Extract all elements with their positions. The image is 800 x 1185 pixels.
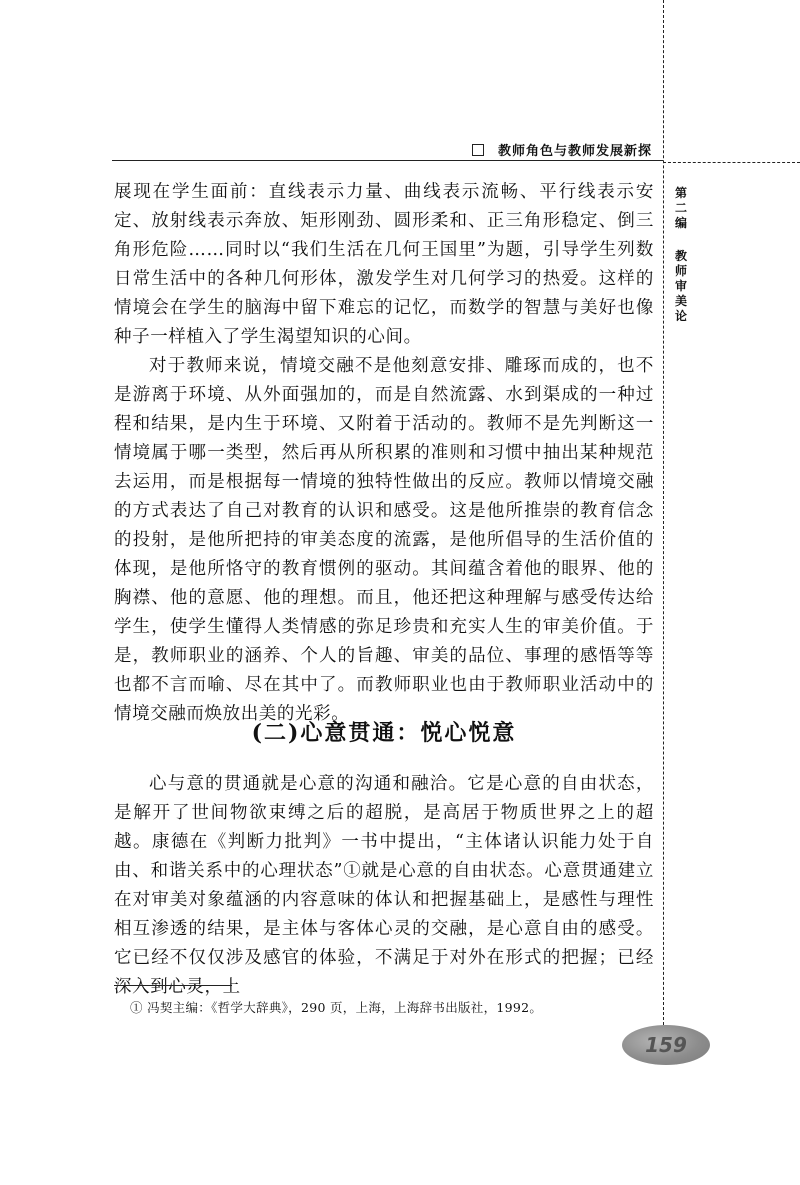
side-section-label <box>672 186 690 324</box>
page-number-badge <box>622 1025 710 1065</box>
side-label-name: 教师审美论 <box>674 249 687 323</box>
section-heading: (二)心意贯通：悦心悦意 <box>251 720 517 746</box>
body-text-lower <box>114 770 654 1002</box>
paragraph: 对于教师来说，情境交融不是他刻意安排、雕琢而成的，也不是游离于环境、从外面强加的，而是自然流露、水到渠成的一种过程和结果，是内生于环境、又附着于活动的。教师不是先判断这一情境属于哪一类型，然后再从所积累的准则和习惯中抽出某种规范去运用，而是根据每一情境的独特性做出的反应。教师以情境交融的方式表达了自己对教育的认识和感受。这是他所推崇的教育信念的投射，是他所把持的审美态度的流露，是他所倡导的生活价值的体现，是他所恪守的教育惯例的驱动。其间蕴含着他的眼界、他的胸襟、他的意愿、他的理想。而且，他还把这种理解与感受传达给学生，使学生懂得人类情感的弥足珍贵和充实人生的审美价值。于是，教师职业的涵养、个人的旨趣、审美的品位、事理的感悟等等也都不言而喻、尽在其中了。而教师职业也由于教师职业活动中的情境交融而焕放出美的光彩。 <box>114 356 654 724</box>
side-label-part: 第二编 <box>674 186 687 230</box>
margin-dashed-vertical-line <box>663 0 664 1030</box>
running-header <box>472 140 652 159</box>
footnote-rule <box>114 985 232 986</box>
footnote: ① 冯契主编：《哲学大辞典》，290 页，上海，上海辞书出版社，1992。 <box>130 1000 543 1015</box>
body-text-upper <box>114 178 654 729</box>
paragraph: 展现在学生面前：直线表示力量、曲线表示流畅、平行线表示安定、放射线表示奔放、矩形刚劲、圆形柔和、正三角形稳定、倒三角形危险……同时以“我们生活在几何王国里”为题，引导学生列数日常生活中的各种几何形体，激发学生对几何学习的热爱。这样的情境会在学生的脑海中留下难忘的记忆，而数学的智慧与美好也像种子一样植入了学生渴望知识的心间。 <box>114 182 654 347</box>
square-bullet-icon <box>472 144 484 156</box>
page-number: 159 <box>645 1033 687 1057</box>
paragraph: 心与意的贯通就是心意的沟通和融洽。它是心意的自由状态，是解开了世间物欲束缚之后的超脱，是高居于物质世界之上的超越。康德在《判断力批判》一书中提出，“主体诸认识能力处于自由、和谐关系中的心理状态”①就是心意的自由状态。心意贯通建立在对审美对象蕴涵的内容意味的体认和把握基础上，是感性与理性相互渗透的结果，是主体与客体心灵的交融，是心意自由的感受。它已经不仅仅涉及感官的体验，不满足于对外在形式的把握；已经深入到心灵，上 <box>114 774 654 997</box>
header-rule <box>112 160 663 161</box>
margin-dashed-horizontal-line <box>663 162 800 163</box>
header-title: 教师角色与教师发展新探 <box>497 144 652 159</box>
